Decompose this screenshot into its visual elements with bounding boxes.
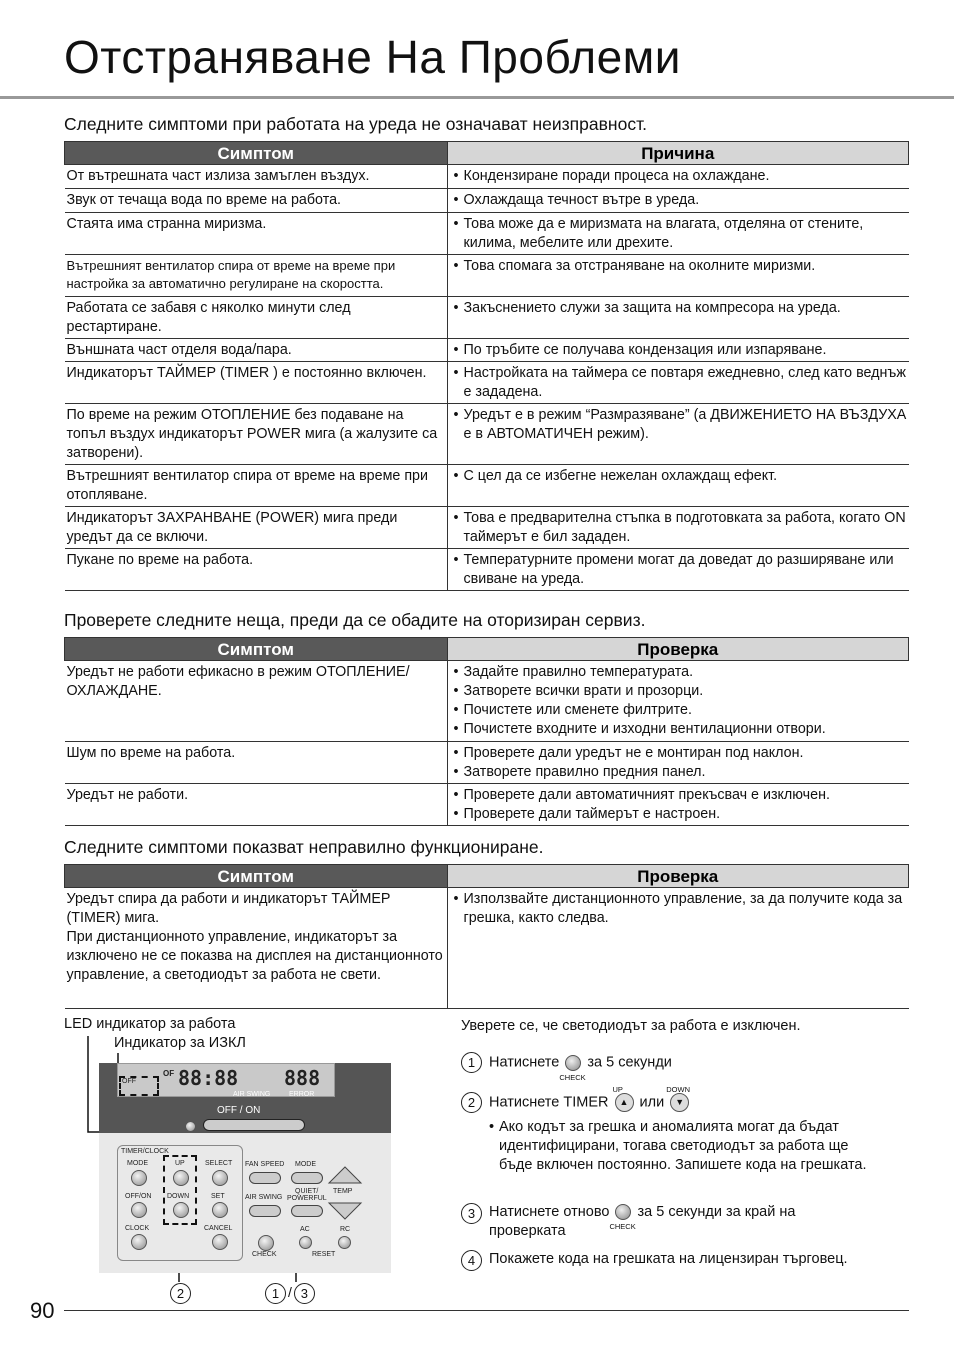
check-caption: CHECK xyxy=(609,1222,636,1232)
list-item: • Настройката на таймера се повтаря ежедневно, след като веднъж е зададена. xyxy=(454,364,907,402)
list-item: • Уредът е в режим “Размразяване” (а ДВИЖЕНИЕТО НА ВЪЗДУХА е в АВТОМАТИЧЕН режим). xyxy=(454,406,907,444)
step-2-text: Натиснете TIMER xyxy=(489,1094,609,1111)
label-off-indicator: Индикатор за ИЗКЛ xyxy=(114,1035,246,1051)
col-check: Проверка xyxy=(447,638,909,661)
up-down-highlight xyxy=(163,1155,197,1225)
list-item: • С цел да се избегне нежелан охлаждащ ефект. xyxy=(454,467,907,486)
step-1-number: 1 xyxy=(461,1052,482,1073)
list-item: • Проверете дали таймерът е настроен. xyxy=(454,805,907,824)
step-2-or: или xyxy=(639,1094,665,1111)
step-1-text: Натиснете xyxy=(489,1054,560,1071)
offon-label: OFF / ON xyxy=(217,1105,261,1116)
list-item: • Задайте правилно температурата. xyxy=(454,663,907,682)
check-label: CHECK xyxy=(252,1251,277,1258)
down-label: DOWN xyxy=(167,1193,190,1200)
check-button xyxy=(258,1235,274,1251)
air-swing2-button xyxy=(249,1205,281,1217)
mode-label: MODE xyxy=(127,1160,148,1167)
page-number: 90 xyxy=(30,1298,55,1323)
step-4 xyxy=(461,1250,861,1271)
list-item: • Това може да е миризмата на влагата, отделяна от стените, килима, мебелите или дрехите. xyxy=(454,215,907,253)
list-item: • По тръбите се получава кондензация или изпаряване. xyxy=(454,341,907,360)
step-3 xyxy=(461,1203,881,1241)
reset-label: RESET xyxy=(312,1251,336,1258)
symptom-cell: От вътрешната част излиза замъглен въздух. xyxy=(65,165,448,189)
step-2 xyxy=(461,1085,691,1113)
list-item: • Кондензиране поради процеса на охлаждане. xyxy=(454,167,907,186)
clock-button xyxy=(131,1234,147,1250)
section1-heading: Следните симптоми при работата на уреда не означават неизправност. xyxy=(64,114,648,134)
steps-intro: Уверете се, че светодиодът за работа е изключен. xyxy=(461,1018,801,1034)
symptom-cell: Индикаторът ЗАХРАНВАНЕ (POWER) мига преди уредът да се включи. xyxy=(65,507,448,549)
rc-label: RC xyxy=(340,1226,351,1233)
symptom-cell: Вътрешният вентилатор спира от време на време при отопляване. xyxy=(65,465,448,507)
col-symptom: Симптом xyxy=(65,638,448,661)
page-title: Отстраняване На Проблеми xyxy=(64,31,681,83)
mode-button xyxy=(131,1170,147,1186)
clock-label: CLOCK xyxy=(125,1225,150,1232)
symptom-cell: Звук от течаща вода по време на работа. xyxy=(65,189,448,213)
ac-label: AC xyxy=(300,1226,310,1233)
symptom-cell: Вътрешният вентилатор спира от време на време при настройка за автоматично регулиране на скоростта. xyxy=(65,255,448,297)
temp-label: TEMP xyxy=(333,1188,353,1195)
select-button xyxy=(212,1170,228,1186)
symptom-cell: Шум по време на работа. xyxy=(65,742,448,784)
step-3-number: 3 xyxy=(461,1203,482,1224)
step-1-suffix: за 5 секунди xyxy=(587,1054,672,1071)
up-label: UP xyxy=(175,1160,185,1167)
col-symptom: Симптом xyxy=(65,142,448,165)
list-item: • Затворете правилно предния панел. xyxy=(454,763,907,782)
air-swing-label: AIR SWING xyxy=(233,1091,271,1098)
list-item: • Почистете входните и изходни вентилационни отвори. xyxy=(454,720,907,739)
list-item: • Ако кодът за грешка и аномалията могат да бъдат идентифицирани, тогава светодиодът за работа ще бъде включен постоянно. Запишете кода на грешката. xyxy=(489,1118,869,1175)
callout-2-number: 2 xyxy=(170,1283,191,1304)
label-led-indicator: LED индикатор за работа xyxy=(64,1016,236,1032)
section3-heading: Следните симптоми показват неправилно функциониране. xyxy=(64,837,544,857)
symptom-cell: Работата се забавя с няколко минути след рестартиране. xyxy=(65,297,448,339)
step-2-note xyxy=(489,1118,869,1175)
quiet-label: QUIET/ xyxy=(295,1188,319,1195)
callout-1-3: 1 / 3 xyxy=(265,1283,322,1304)
symptom-cell: Уредът не работи ефикасно в режим ОТОПЛЕНИЕ/ОХЛАЖДАНЕ. xyxy=(65,661,448,742)
set-label: SET xyxy=(211,1193,225,1200)
of-segment: OF xyxy=(163,1069,175,1078)
ac-button xyxy=(299,1236,312,1249)
list-item: • Използвайте дистанционното управление, за да получите кода за грешка, както следва. xyxy=(454,890,907,928)
col-cause: Причина xyxy=(447,142,909,165)
check-button-icon xyxy=(609,1204,636,1232)
list-item: • Проверете дали автоматичният прекъсвач е изключен. xyxy=(454,786,907,805)
quiet-powerful-button xyxy=(291,1205,323,1217)
list-item: • Това спомага за отстраняване на околните миризми. xyxy=(454,257,907,276)
step-2-number: 2 xyxy=(461,1092,482,1113)
symptom-cell: Уредът не работи. xyxy=(65,784,448,826)
col-check: Проверка xyxy=(447,865,909,888)
error-digits: 888 xyxy=(284,1066,321,1090)
down-arrow-icon: DOWN ▼ xyxy=(670,1093,689,1112)
symptom-cell: Стаята има странна миризма. xyxy=(65,213,448,255)
fan-speed-button xyxy=(249,1172,281,1184)
cancel-label: CANCEL xyxy=(204,1225,233,1232)
symptom-cell: Индикаторът ТАЙМЕР (TIMER ) е постоянно включен. xyxy=(65,362,448,404)
check-button-icon xyxy=(559,1055,586,1082)
callout-2 xyxy=(170,1283,198,1304)
list-item: • Закъснението служи за защита на компресора на уреда. xyxy=(454,299,907,318)
up-arrow-icon: UP ▲ xyxy=(615,1093,634,1112)
down-caption: DOWN xyxy=(666,1085,690,1094)
step-3-suffix: за 5 секунди за край на проверката xyxy=(489,1204,796,1239)
symptom-cell: Външната част отделя вода/пара. xyxy=(65,339,448,362)
check-caption: CHECK xyxy=(559,1072,586,1082)
symptom-cell: Пукане по време на работа. xyxy=(65,549,448,591)
list-item: • Охлаждаща течност вътре в уреда. xyxy=(454,191,907,210)
powerful-label: POWERFUL xyxy=(287,1195,327,1202)
air-swing2-label: AIR SWING xyxy=(245,1194,283,1201)
off-indicator-highlight xyxy=(119,1076,159,1096)
error-label: ERROR xyxy=(289,1091,315,1098)
symptom-cell: Уредът спира да работи и индикаторът ТАЙМЕР (TIMER) мига. При дистанционното управление, индикаторът за изключено не се показва на дисплея на дистанционното управление, а светодиодът за работа не свети. xyxy=(65,888,448,1009)
step-1 xyxy=(461,1052,672,1082)
off-on-button xyxy=(131,1202,147,1218)
footer-rule xyxy=(64,1310,909,1311)
cancel-button xyxy=(212,1234,228,1250)
list-item: • Това е предварителна стъпка в подготовката за работа, когато ON таймерът е бил зададен. xyxy=(454,509,907,547)
mode2-button xyxy=(291,1172,323,1184)
step-4-text: Покажете кода на грешката на лицензиран търговец. xyxy=(489,1251,848,1267)
timer-clock-label: TIMER/CLOCK xyxy=(121,1148,169,1155)
select-label: SELECT xyxy=(205,1160,233,1167)
list-item: • Почистете или сменете филтрите. xyxy=(454,701,907,720)
offon-button xyxy=(203,1119,305,1131)
mode2-label: MODE xyxy=(295,1161,316,1168)
step-3-text: Натиснете отново xyxy=(489,1204,610,1220)
rc-button xyxy=(338,1236,351,1249)
off-on-label: OFF/ON xyxy=(125,1193,152,1200)
symptom-cell: По време на режим ОТОПЛЕНИЕ без подаване на топъл въздух индикаторът POWER мига (а жалузите са затворени). xyxy=(65,404,448,465)
set-button xyxy=(212,1202,228,1218)
step-4-number: 4 xyxy=(461,1250,482,1271)
time-digits: 88:88 xyxy=(178,1066,239,1090)
fan-speed-label: FAN SPEED xyxy=(245,1161,285,1168)
led-indicator xyxy=(185,1121,196,1132)
col-symptom: Симптом xyxy=(65,865,448,888)
off-segment: OFF xyxy=(122,1078,136,1085)
list-item: • Проверете дали уредът не е монтиран под наклон. xyxy=(454,744,907,763)
list-item: • Затворете всички врати и прозорци. xyxy=(454,682,907,701)
remote-control-illustration xyxy=(99,1063,391,1273)
list-item: • Температурните промени могат да доведат до разширяване или свиване на уреда. xyxy=(454,551,907,589)
section2-heading: Проверете следните неща, преди да се обадите на оторизиран сервиз. xyxy=(64,610,646,630)
up-caption: UP xyxy=(612,1085,623,1094)
